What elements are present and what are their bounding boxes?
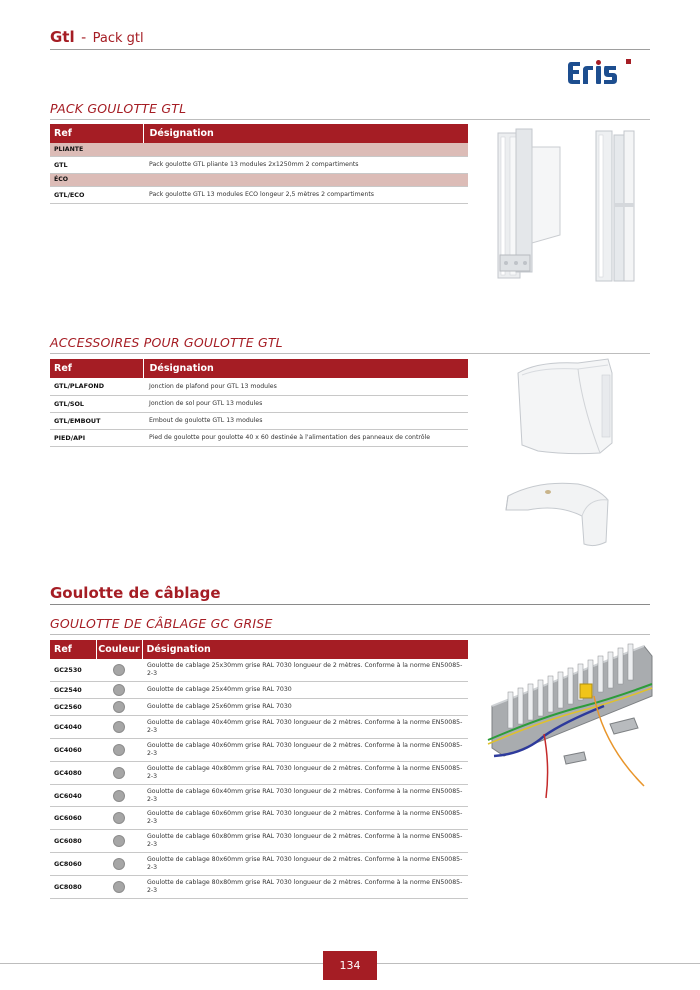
table-row (50, 699, 468, 716)
table-row (50, 682, 468, 699)
header-ref: Ref (50, 124, 143, 143)
designation-cell: Pied de goulotte pour goulotte 40 x 60 destinée à l'alimentation des panneaux de contrôle (143, 429, 468, 446)
table-row (50, 395, 468, 412)
gtl-embout-photo (498, 470, 618, 550)
designation-cell: Pack goulotte GTL pliante 13 modules 2x1250mm 2 compartiments (143, 156, 468, 173)
ref-cell: PIED/API (50, 429, 143, 446)
designation-cell: Goulotte de cablage 40x40mm grise RAL 7030 longueur de 2 mètres. Conforme à la norme EN50085-2-3 (142, 716, 468, 739)
color-cell (96, 830, 142, 853)
grey-color-swatch (113, 767, 125, 779)
ref-cell: GC4080 (50, 761, 96, 784)
header-designation: Désignation (143, 359, 468, 378)
grey-color-swatch (113, 701, 125, 713)
page-subtitle: Pack gtl (92, 31, 144, 46)
header-ref: Ref (50, 640, 96, 659)
designation-cell: Jonction de plafond pour GTL 13 modules (143, 378, 468, 395)
ref-cell: GC4060 (50, 739, 96, 762)
cable-duct-photo (484, 636, 654, 806)
category-row (50, 143, 468, 156)
ref-cell: GC8080 (50, 875, 96, 898)
designation-cell: Pack goulotte GTL 13 modules ECO longeur 2,5 mètres 2 compartiments (143, 186, 468, 203)
eris-logo (566, 58, 632, 86)
grey-color-swatch (113, 684, 125, 696)
page-title: Gtl (50, 28, 75, 46)
ref-cell: GTL/ECO (50, 186, 143, 203)
designation-cell: Goulotte de cablage 60x80mm grise RAL 7030 longueur de 2 mètres. Conforme à la norme EN50085-2-3 (142, 830, 468, 853)
table-row (50, 156, 468, 173)
designation-cell: Jonction de sol pour GTL 13 modules (143, 395, 468, 412)
header-designation: Désignation (143, 124, 468, 143)
ref-cell: GC4040 (50, 716, 96, 739)
color-cell (96, 784, 142, 807)
cabling-table (50, 640, 468, 899)
designation-cell: Goulotte de cablage 80x60mm grise RAL 7030 longueur de 2 mètres. Conforme à la norme EN50085-2-3 (142, 853, 468, 876)
designation-cell: Goulotte de cablage 40x60mm grise RAL 7030 longueur de 2 mètres. Conforme à la norme EN50085-2-3 (142, 739, 468, 762)
section-rule (50, 604, 650, 605)
pack-table (50, 124, 468, 204)
color-cell (96, 716, 142, 739)
table-row (50, 853, 468, 876)
color-cell (96, 875, 142, 898)
table-row (50, 807, 468, 830)
header-designation: Désignation (142, 640, 468, 659)
color-cell (96, 761, 142, 784)
ref-cell: GC6080 (50, 830, 96, 853)
grey-color-swatch (113, 812, 125, 824)
table-row (50, 429, 468, 446)
table-row (50, 875, 468, 898)
ref-cell: GTL/PLAFOND (50, 378, 143, 395)
category-row (50, 173, 468, 186)
designation-cell: Goulotte de cablage 40x80mm grise RAL 7030 longueur de 2 mètres. Conforme à la norme EN50085-2-3 (142, 761, 468, 784)
section-heading-cabling: Goulotte de câblage (50, 584, 221, 602)
category-label: ÉCO (50, 173, 468, 186)
section-title-pack: PACK GOULOTTE GTL (50, 101, 187, 116)
grey-color-swatch (113, 835, 125, 847)
table-row (50, 761, 468, 784)
accessories-table (50, 359, 468, 447)
table-row (50, 378, 468, 395)
table-row (50, 716, 468, 739)
section-title-accessories: ACCESSOIRES POUR GOULOTTE GTL (50, 335, 283, 350)
section-title-cabling: GOULOTTE DE CÂBLAGE GC GRISE (50, 616, 273, 631)
table-header-row (50, 124, 468, 143)
color-cell (96, 659, 142, 682)
designation-cell: Embout de goulotte GTL 13 modules (143, 412, 468, 429)
gtl-eco-photo (590, 125, 640, 285)
designation-cell: Goulotte de cablage 60x40mm grise RAL 7030 longueur de 2 mètres. Conforme à la norme EN50085-2-3 (142, 784, 468, 807)
table-row (50, 830, 468, 853)
table-row (50, 659, 468, 682)
color-cell (96, 807, 142, 830)
table-row (50, 186, 468, 203)
ref-cell: GC6060 (50, 807, 96, 830)
grey-color-swatch (113, 858, 125, 870)
grey-color-swatch (113, 881, 125, 893)
section-rule (50, 353, 650, 354)
ref-cell: GC8060 (50, 853, 96, 876)
page-number: 134 (323, 951, 377, 980)
designation-cell: Goulotte de cablage 80x80mm grise RAL 7030 longueur de 2 mètres. Conforme à la norme EN50085-2-3 (142, 875, 468, 898)
ref-cell: GC2530 (50, 659, 96, 682)
title-separator: - (81, 30, 87, 46)
color-cell (96, 682, 142, 699)
designation-cell: Goulotte de cablage 25x40mm grise RAL 7030 (142, 682, 468, 699)
color-cell (96, 739, 142, 762)
ref-cell: GC2540 (50, 682, 96, 699)
grey-color-swatch (113, 790, 125, 802)
grey-color-swatch (113, 744, 125, 756)
category-label: PLIANTE (50, 143, 468, 156)
designation-cell: Goulotte de cablage 60x60mm grise RAL 7030 longueur de 2 mètres. Conforme à la norme EN50085-2-3 (142, 807, 468, 830)
ref-cell: GTL/SOL (50, 395, 143, 412)
table-row (50, 784, 468, 807)
ref-cell: GTL/EMBOUT (50, 412, 143, 429)
color-cell (96, 853, 142, 876)
table-row (50, 412, 468, 429)
designation-cell: Goulotte de cablage 25x60mm grise RAL 7030 (142, 699, 468, 716)
ref-cell: GC2560 (50, 699, 96, 716)
designation-cell: Goulotte de cablage 25x30mm grise RAL 7030 longueur de 2 mètres. Conforme à la norme EN50085-2-3 (142, 659, 468, 682)
section-rule (50, 634, 650, 635)
grey-color-swatch (113, 664, 125, 676)
section-rule (50, 119, 650, 120)
header-color: Couleur (96, 640, 142, 659)
gtl-pliante-photo (490, 125, 570, 285)
table-header-row (50, 640, 468, 659)
table-row (50, 739, 468, 762)
ref-cell: GTL (50, 156, 143, 173)
color-cell (96, 699, 142, 716)
table-header-row (50, 359, 468, 378)
gtl-plafond-photo (508, 355, 618, 460)
grey-color-swatch (113, 721, 125, 733)
page-header (50, 28, 650, 50)
ref-cell: GC6040 (50, 784, 96, 807)
header-ref: Ref (50, 359, 143, 378)
